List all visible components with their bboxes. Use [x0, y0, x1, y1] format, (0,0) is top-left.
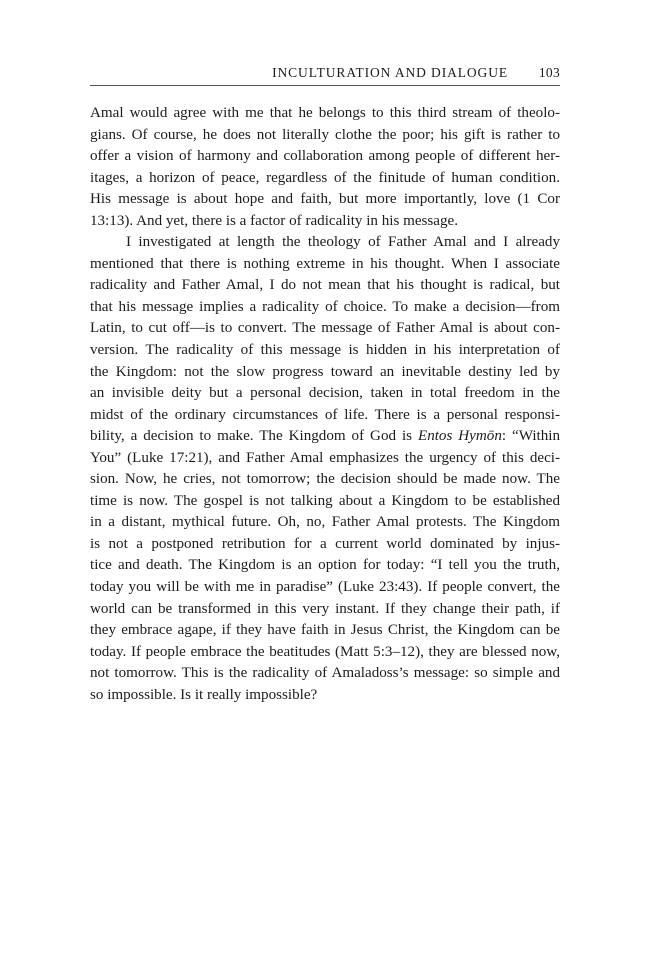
text-line: sion. Now, he cries, not tomorrow; the decision should be made now. The — [90, 471, 560, 488]
text-line — [90, 426, 560, 448]
italic-term: Entos Hymōn — [417, 428, 502, 445]
text-line: mentioned that there is nothing extreme in his thought. When I associate — [90, 255, 560, 272]
text-line: His message is about hope and faith, but more importantly, love (1 Cor — [90, 191, 560, 208]
text-line: an invisible deity but a personal decision, taken in total freedom in the — [90, 385, 560, 402]
page-number: 103 — [538, 65, 560, 80]
running-title: INCULTURATION AND DIALOGUE — [272, 65, 508, 80]
text-line: 13:13). And yet, there is a factor of radicality in his message. — [90, 212, 459, 229]
text-line: so impossible. Is it really impossible? — [90, 686, 318, 703]
text-line: itages, a horizon of peace, regardless of the finitude of human condition. — [90, 169, 560, 186]
text-line: Amal would agree with me that he belongs to this third stream of theolo- — [90, 105, 560, 121]
text-line: Latin, to cut off—is to convert. The message of Father Amal is about con- — [90, 320, 560, 337]
text-line: is not a postponed retribution for a current world dominated by injus- — [90, 535, 560, 552]
text-line: today you will be with me in paradise” (Luke 23:43). If people convert, the — [90, 579, 560, 596]
text-line: in a distant, mythical future. Oh, no, Father Amal protests. The Kingdom — [90, 514, 560, 531]
text-line: world can be transformed in this very instant. If they change their path, if — [90, 600, 560, 617]
text-line: the Kingdom: not the slow progress toward an inevitable destiny led by — [90, 363, 560, 380]
text-line: midst of the ordinary circumstances of life. There is a personal responsi- — [90, 406, 560, 423]
text-line: tice and death. The Kingdom is an option for today: “I tell you the truth, — [90, 557, 560, 574]
text-segment: bility, a decision to make. The Kingdom of God is — [90, 428, 418, 445]
text-line: time is now. The gospel is not talking about a Kingdom to be established — [90, 492, 560, 509]
body-text — [90, 103, 560, 706]
text-line: You” (Luke 17:21), and Father Amal emphasizes the urgency of this deci- — [90, 449, 560, 466]
text-line: version. The radicality of this message is hidden in his interpretation of — [90, 342, 560, 359]
text-line: not tomorrow. This is the radicality of Amaladoss’s message: so simple and — [90, 665, 560, 682]
text-line: radicality and Father Amal, I do not mean that his thought is radical, but — [90, 277, 560, 294]
text-line: today. If people embrace the beatitudes (Matt 5:3–12), they are blessed now, — [90, 643, 560, 660]
running-head — [90, 63, 560, 86]
text-line: that his message implies a radicality of choice. To make a decision—from — [90, 298, 560, 315]
text-line: offer a vision of harmony and collaboration among people of different her- — [90, 148, 560, 165]
text-line: gians. Of course, he does not literally clothe the poor; his gift is rather to — [90, 126, 560, 143]
text-line: they embrace agape, if they have faith in Jesus Christ, the Kingdom can be — [90, 622, 560, 639]
text-segment: : “Within — [501, 428, 561, 445]
text-line: I investigated at length the theology of Father Amal and I already — [126, 234, 560, 251]
